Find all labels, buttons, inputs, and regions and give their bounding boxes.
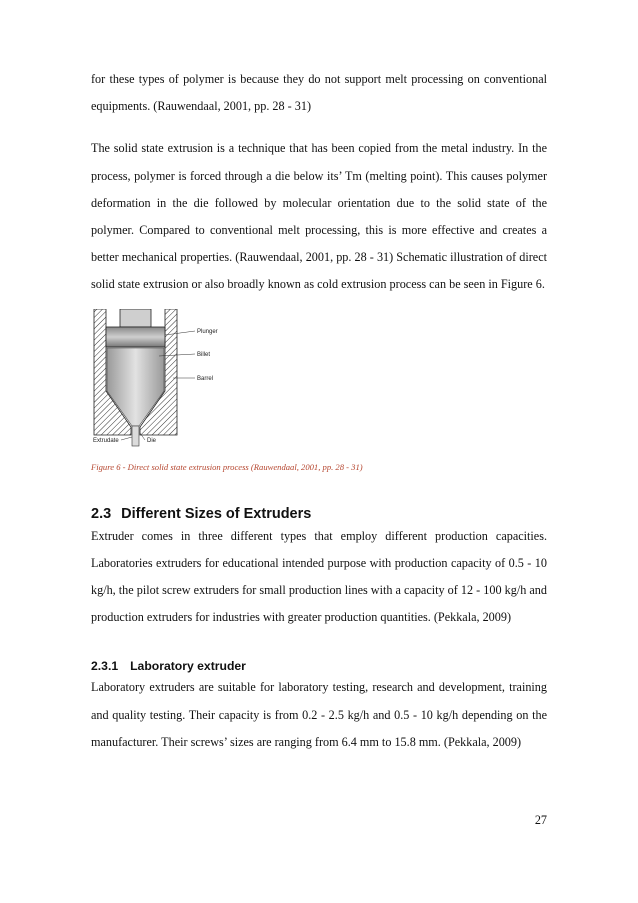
section-heading — [91, 505, 547, 523]
section-paragraph: Extruder comes in three different types that employ different production capacities. Laboratories extruders for educational intended purpose with production capacity of 0.5 - 10 kg/h, the pilot screw extruders for small production lines with a capacity of 12 - 100 kg/h and production extruders for industries with greater production quantities. (Pekkala, 2009) — [91, 528, 547, 625]
subsection-heading — [91, 658, 547, 674]
figure-extrusion-schematic — [91, 309, 271, 447]
label-extrudate: Extrudate — [93, 437, 119, 444]
extrusion-diagram — [91, 309, 271, 447]
page-content — [91, 66, 547, 756]
label-plunger: Plunger — [197, 328, 218, 335]
subsection-paragraph: Laboratory extruders are suitable for laboratory testing, research and development, training and quality testing. Their capacity is from 0.2 - 2.5 kg/h and 0.5 - 10 kg/h depending on the manufacturer. Their screws’ sizes are ranging from 6.4 mm to 15.8 mm. (Pekkala, 2009) — [91, 680, 547, 749]
label-billet: Billet — [197, 351, 211, 358]
section-number: 2.3 — [91, 505, 112, 522]
label-barrel: Barrel — [197, 375, 214, 382]
extrudate — [132, 426, 139, 446]
section-title: Different Sizes of Extruders — [121, 505, 312, 522]
plunger-head — [106, 327, 165, 347]
figure-caption: Figure 6 - Direct solid state extrusion process (Rauwendaal, 2001, pp. 28 - 31) — [91, 461, 363, 472]
page-number: 27 — [534, 813, 547, 827]
label-die: Die — [147, 437, 157, 444]
paragraph-continued: for these types of polymer is because they do not support melt processing on conventional equipments. (Rauwendaal, 2001, pp. 28 - 31) — [91, 72, 547, 114]
subsection-title: Laboratory extruder — [130, 659, 246, 674]
plunger-rod — [120, 309, 151, 327]
paragraph-solid-state-extrusion: The solid state extrusion is a technique that has been copied from the metal industry. In the process, polymer is forced through a die below its’ Tm (melting point). This causes polymer deformation in the die followed by molecular orientation due to the solid state of the polymer. Compared to conventional melt processing, this is more effective and creates a better mechanical properties. (Rauwendaal, 2001, pp. 28 - 31) Schematic illustration of direct solid state extrusion or also broadly known as cold extrusion process can be seen in Figure 6. — [91, 141, 547, 292]
subsection-number: 2.3.1 — [91, 659, 119, 674]
